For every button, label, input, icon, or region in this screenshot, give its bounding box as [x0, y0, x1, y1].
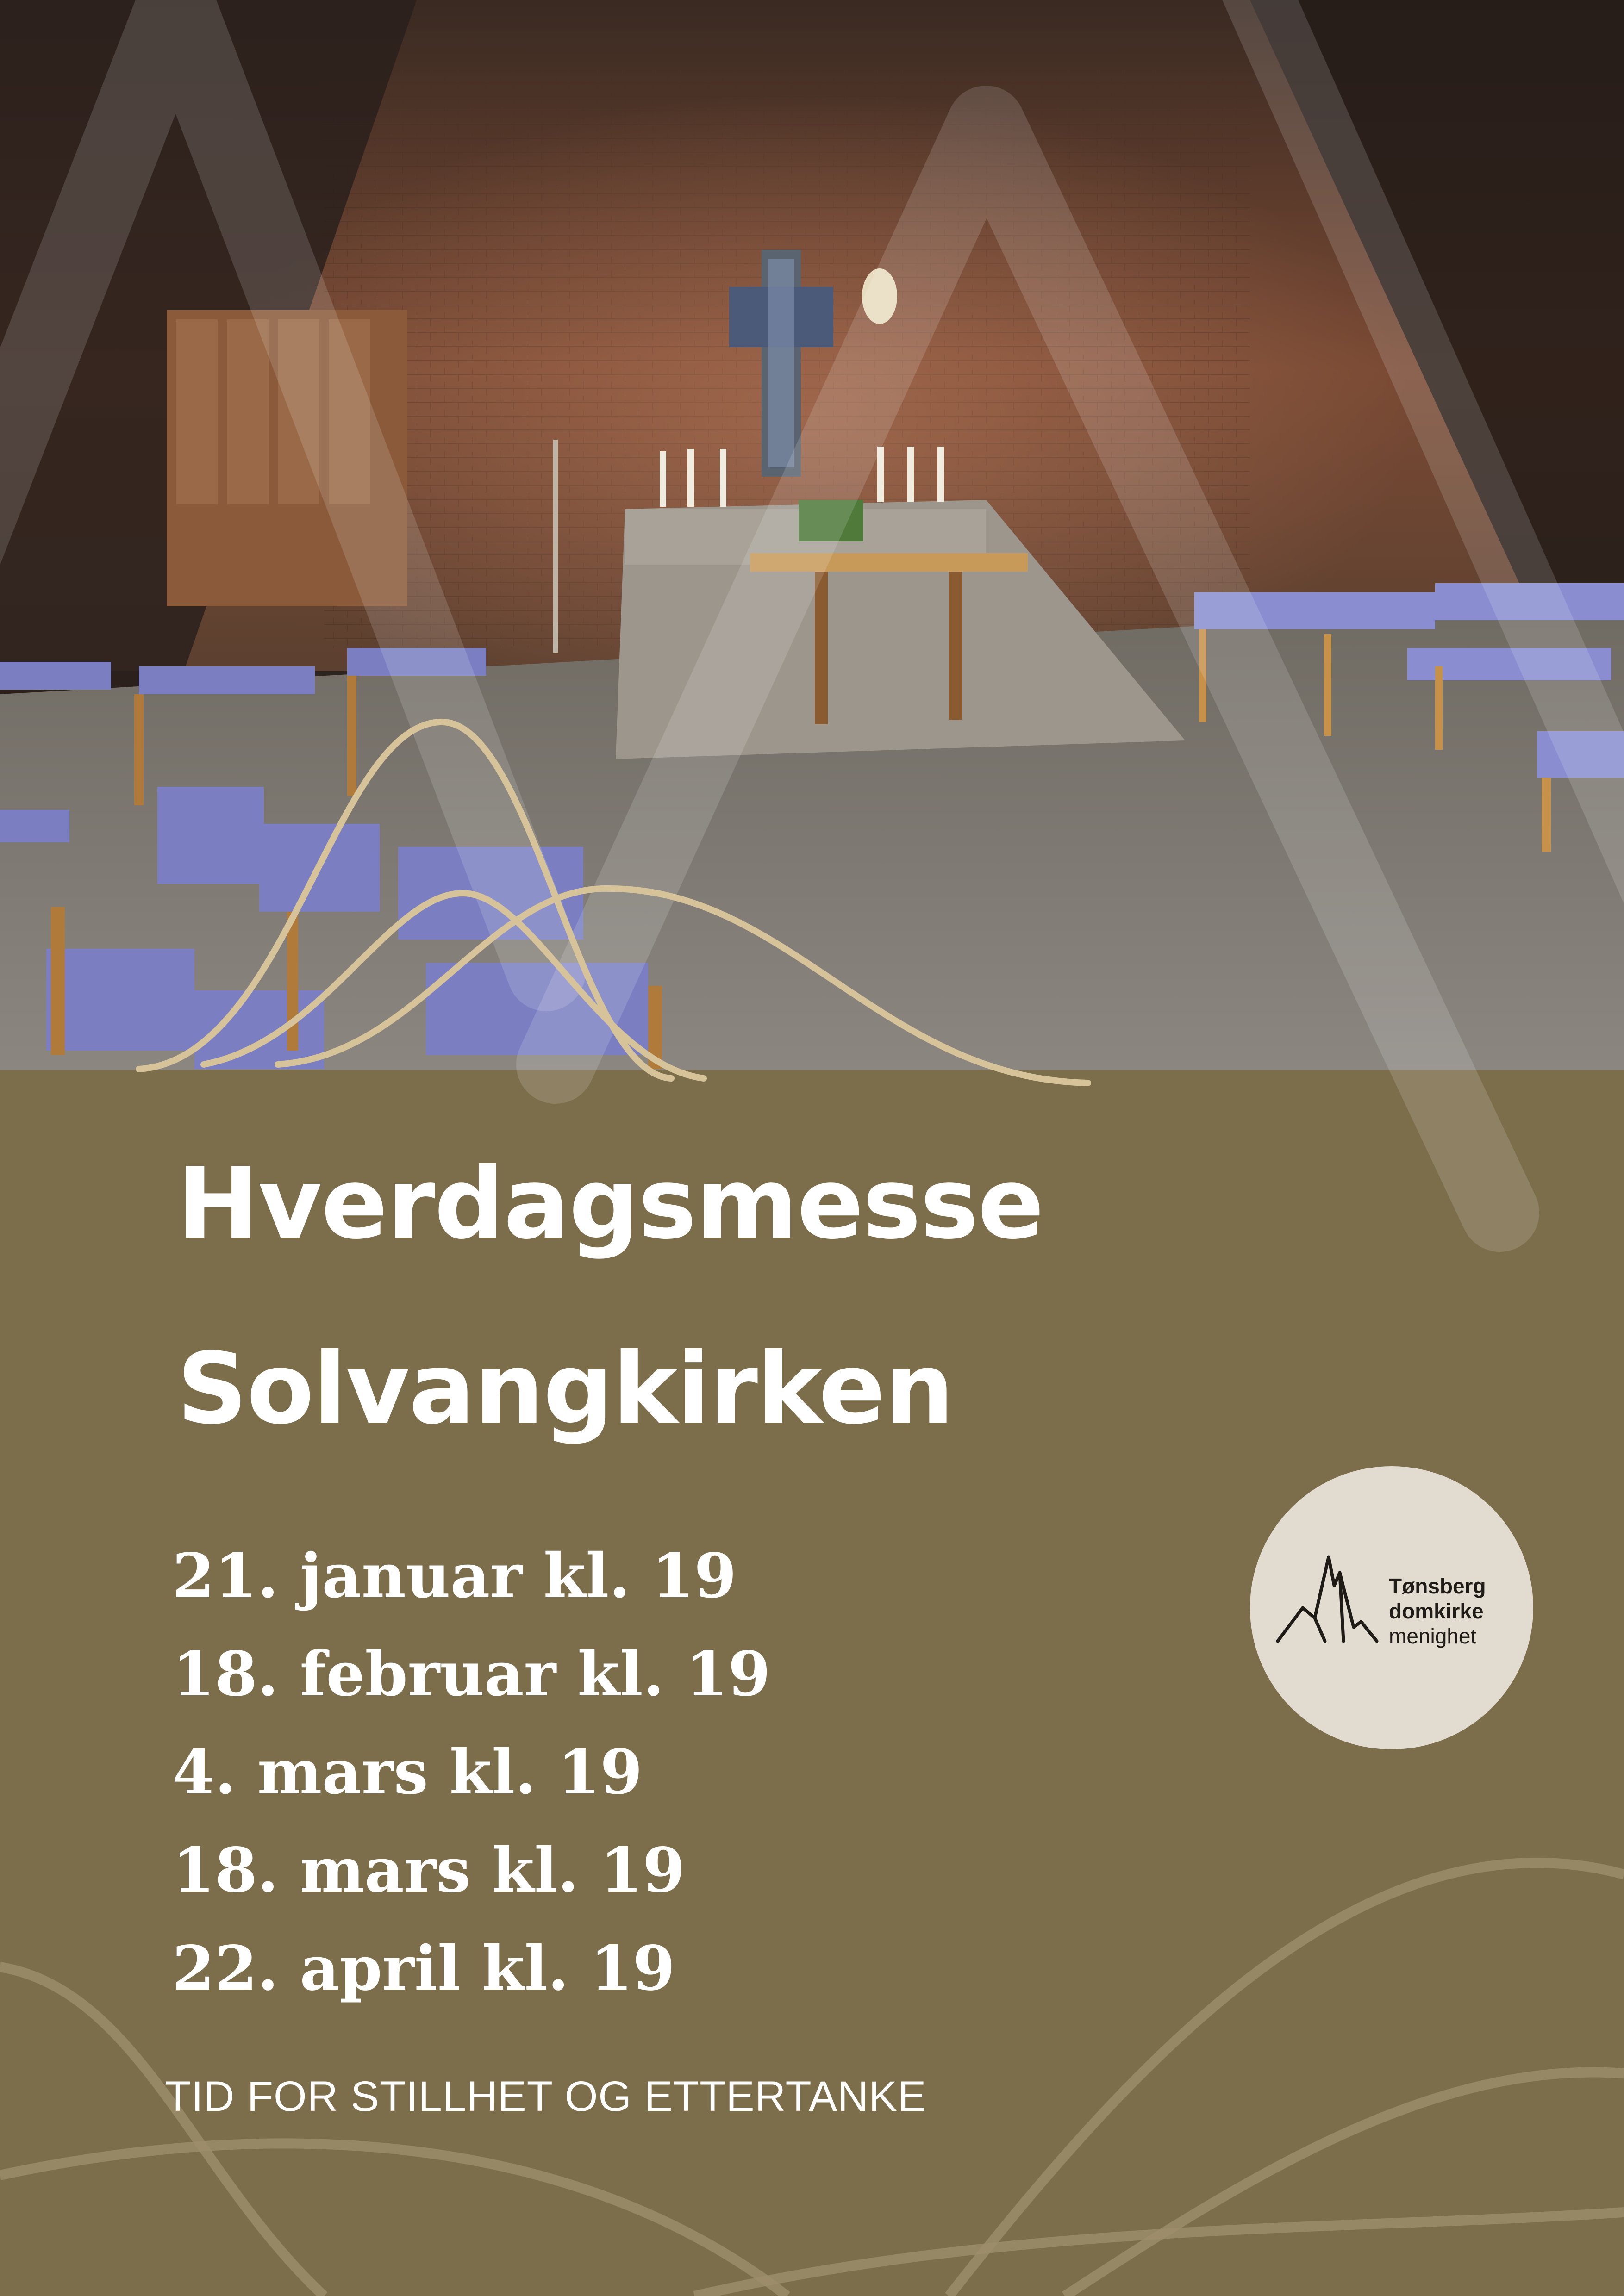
title-line-1: Hverdagsmesse — [177, 1146, 1043, 1261]
logo-line-2: domkirke — [1389, 1599, 1484, 1623]
title-line-2: Solvangkirken — [177, 1332, 954, 1446]
date-list — [172, 1527, 770, 2018]
date-item: 21. januar kl. 19 — [172, 1540, 737, 1612]
church-interior-photo — [0, 0, 1624, 1070]
date-item: 22. april kl. 19 — [172, 1933, 675, 2004]
congregation-logo — [1250, 1466, 1533, 1749]
mountain-church-icon — [1274, 1549, 1380, 1650]
logo-line-3: menighet — [1389, 1624, 1477, 1648]
logo-line-1: Tønsberg — [1389, 1574, 1486, 1598]
date-item: 18. februar kl. 19 — [172, 1638, 771, 1710]
date-item: 18. mars kl. 19 — [172, 1835, 685, 1906]
logo-text — [1389, 1574, 1486, 1649]
tagline: TID FOR STILLHET OG ETTERTANKE — [165, 2073, 927, 2120]
date-item: 4. mars kl. 19 — [172, 1736, 643, 1808]
